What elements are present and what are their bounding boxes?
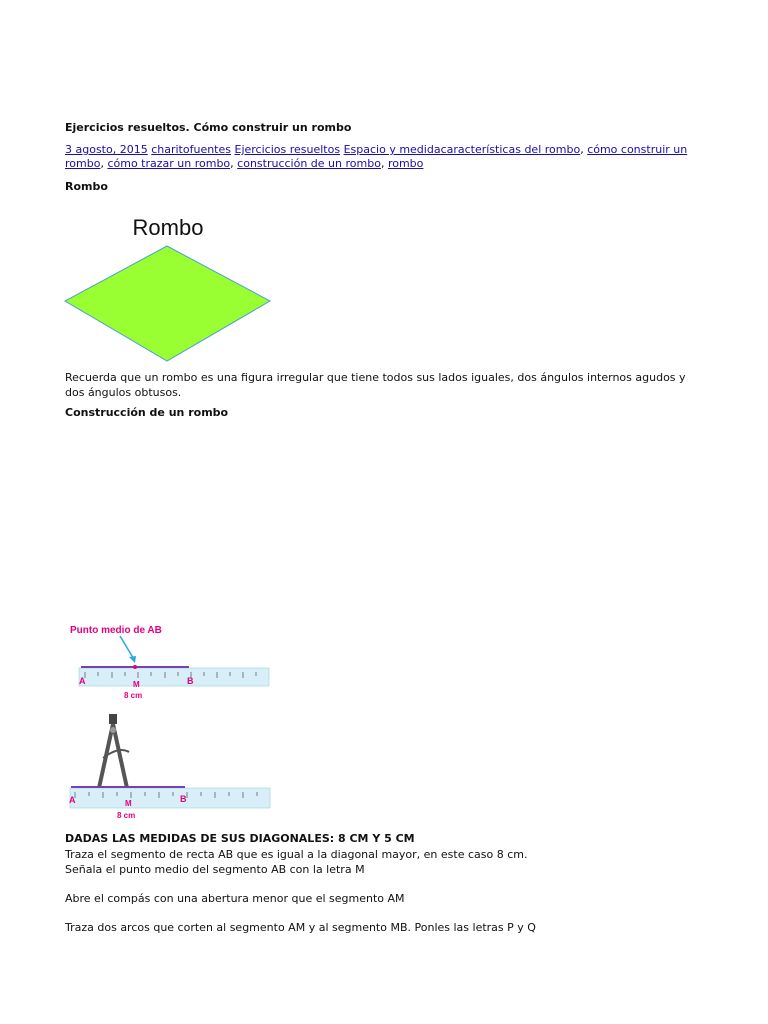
ruler-label-a: A (69, 795, 76, 805)
category-link[interactable]: Ejercicios resueltos (234, 143, 341, 156)
tag-link[interactable]: construcción de un rombo (237, 157, 381, 170)
step-3: Abre el compás con una abertura menor que el segmento AM (65, 892, 405, 905)
figure-title: Rombo (132, 215, 204, 240)
rhombus-shape (65, 246, 270, 361)
ruler-body (70, 788, 270, 808)
compass-icon (99, 714, 129, 788)
tag-link[interactable]: cómo construir un rombo (65, 143, 688, 170)
ruler-length: 8 cm (124, 691, 143, 700)
post-meta: 3 agosto, 2015 charitofuentes Ejercicios resueltos Espacio y medidacaracterísticas del rombo, cómo construir un rombo, cómo trazar un rombo, construcción de un rombo, rombo (65, 143, 688, 170)
step-2: Señala el punto medio del segmento AB con la letra M (65, 863, 365, 876)
date-link[interactable]: 3 agosto, 2015 (65, 143, 148, 156)
section-heading-construccion: Construcción de un rombo (65, 406, 229, 419)
ruler-label-m: M (125, 799, 132, 808)
ruler-label-a: A (79, 676, 86, 686)
section-heading-rombo: Rombo (65, 180, 108, 193)
ruler-length: 8 cm (117, 811, 136, 820)
intro-paragraph: Recuerda que un rombo es una figura irregular que tiene todos sus lados iguales, dos ángulos internos agudos y dos ángulos obtusos. (65, 371, 686, 399)
category-link[interactable]: Espacio y medidacaracterísticas del rombo (343, 143, 581, 156)
ruler-label-b: B (180, 794, 187, 804)
tag-link[interactable]: rombo (387, 157, 424, 170)
arrow-head (129, 656, 136, 663)
ruler-body (79, 668, 269, 686)
midpoint-dot (133, 665, 137, 669)
ruler-compass-figure (65, 710, 275, 822)
rhombus-figure (60, 208, 275, 366)
ruler-label-b: B (187, 676, 194, 686)
author-link[interactable]: charitofuentes (151, 143, 231, 156)
tag-link[interactable]: cómo trazar un rombo (107, 157, 231, 170)
ruler-label: Punto medio de AB (70, 625, 162, 636)
article-title: Ejercicios resueltos. Cómo construir un rombo (65, 121, 352, 134)
ruler-label-m: M (133, 680, 140, 689)
step-4: Traza dos arcos que corten al segmento AM y al segmento MB. Ponles las letras P y Q (65, 921, 536, 934)
step-1: Traza el segmento de recta AB que es igual a la diagonal mayor, en este caso 8 cm. (65, 848, 528, 861)
ruler-midpoint-figure (65, 620, 275, 705)
diagonals-heading: DADAS LAS MEDIDAS DE SUS DIAGONALES: 8 CM Y 5 CM (65, 832, 415, 845)
